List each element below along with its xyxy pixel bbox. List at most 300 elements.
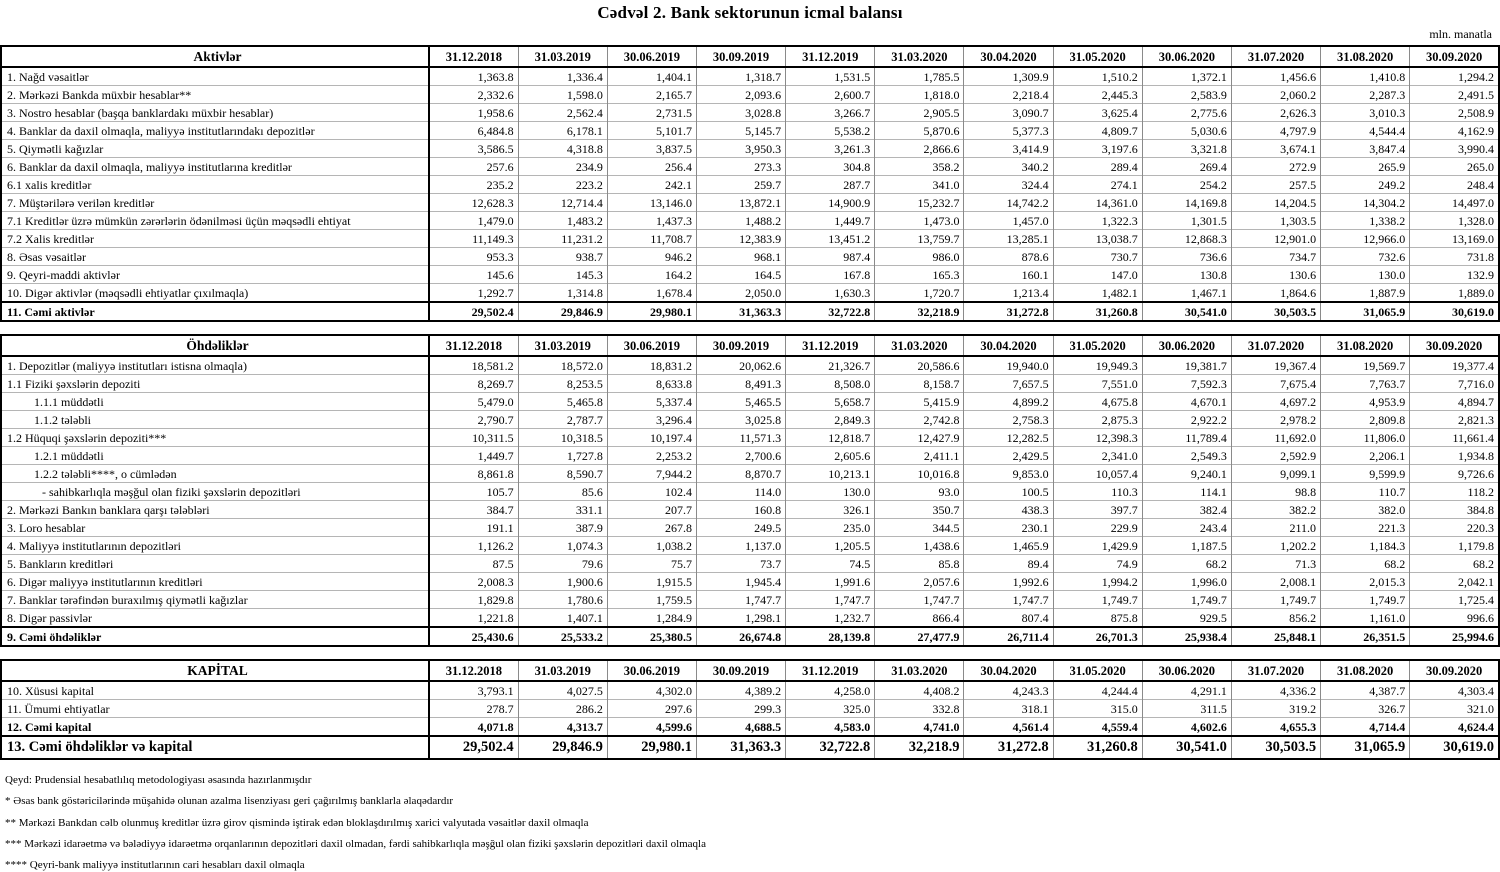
cell-value: 31,363.3 xyxy=(696,736,785,759)
cell-value: 1,179.8 xyxy=(1410,537,1499,555)
cell-value: 1,889.0 xyxy=(1410,284,1499,303)
cell-value: 382.0 xyxy=(1321,501,1410,519)
cell-value: 164.5 xyxy=(696,266,785,284)
row-label: 4. Banklar da daxil olmaqla, maliyyə institutlarındakı depozitlər xyxy=(1,122,429,140)
cell-value: 32,722.8 xyxy=(786,736,875,759)
row-label: 6. Digər maliyyə institutlarının kreditləri xyxy=(1,573,429,591)
column-header: 30.06.2020 xyxy=(1142,660,1231,681)
cell-value: 105.7 xyxy=(429,483,518,501)
cell-value: 7,657.5 xyxy=(964,375,1053,393)
cell-value: 1,510.2 xyxy=(1053,67,1142,86)
row-label: 7. Banklar tərəfindən buraxılmış qiymətli kağızlar xyxy=(1,591,429,609)
cell-value: 3,586.5 xyxy=(429,140,518,158)
cell-value: 326.7 xyxy=(1321,700,1410,718)
row-label: 9. Cəmi öhdəliklər xyxy=(1,627,429,646)
cell-value: 3,296.4 xyxy=(607,411,696,429)
column-header: 30.04.2020 xyxy=(964,660,1053,681)
column-header: 31.05.2020 xyxy=(1053,46,1142,67)
cell-value: 18,572.0 xyxy=(518,356,607,375)
cell-value: 2,549.3 xyxy=(1142,447,1231,465)
table-row xyxy=(1,212,1499,230)
cell-value: 274.1 xyxy=(1053,176,1142,194)
row-label: 8. Əsas vəsaitlər xyxy=(1,248,429,266)
cell-value: 74.5 xyxy=(786,555,875,573)
cell-value: 1,314.8 xyxy=(518,284,607,303)
table-row xyxy=(1,537,1499,555)
row-label: 13. Cəmi öhdəliklər və kapital xyxy=(1,736,429,759)
cell-value: 8,870.7 xyxy=(696,465,785,483)
cell-value: 145.3 xyxy=(518,266,607,284)
cell-value: 287.7 xyxy=(786,176,875,194)
cell-value: 130.0 xyxy=(786,483,875,501)
cell-value: 1,161.0 xyxy=(1321,609,1410,628)
capital-header-row xyxy=(1,660,1499,681)
cell-value: 1,363.8 xyxy=(429,67,518,86)
cell-value: 235.0 xyxy=(786,519,875,537)
cell-value: 1,915.5 xyxy=(607,573,696,591)
cell-value: 4,561.4 xyxy=(964,718,1053,737)
cell-value: 1,720.7 xyxy=(875,284,964,303)
cell-value: 3,025.8 xyxy=(696,411,785,429)
cell-value: 2,165.7 xyxy=(607,86,696,104)
cell-value: 26,701.3 xyxy=(1053,627,1142,646)
cell-value: 5,415.9 xyxy=(875,393,964,411)
cell-value: 220.3 xyxy=(1410,519,1499,537)
cell-value: 341.0 xyxy=(875,176,964,194)
cell-value: 384.7 xyxy=(429,501,518,519)
cell-value: 1,749.7 xyxy=(1142,591,1231,609)
cell-value: 2,905.5 xyxy=(875,104,964,122)
cell-value: 114.1 xyxy=(1142,483,1231,501)
cell-value: 1,747.7 xyxy=(875,591,964,609)
cell-value: 382.4 xyxy=(1142,501,1231,519)
cell-value: 7,592.3 xyxy=(1142,375,1231,393)
cell-value: 73.7 xyxy=(696,555,785,573)
cell-value: 1,991.6 xyxy=(786,573,875,591)
cell-value: 1,749.7 xyxy=(1321,591,1410,609)
column-header: 30.09.2020 xyxy=(1410,660,1499,681)
cell-value: 2,562.4 xyxy=(518,104,607,122)
cell-value: 12,383.9 xyxy=(696,230,785,248)
cell-value: 145.6 xyxy=(429,266,518,284)
cell-value: 2,626.3 xyxy=(1231,104,1320,122)
cell-value: 2,445.3 xyxy=(1053,86,1142,104)
cell-value: 3,674.1 xyxy=(1231,140,1320,158)
cell-value: 31,260.8 xyxy=(1053,736,1142,759)
cell-value: 9,240.1 xyxy=(1142,465,1231,483)
table-row xyxy=(1,501,1499,519)
column-header: 31.08.2020 xyxy=(1321,46,1410,67)
cell-value: 68.2 xyxy=(1142,555,1231,573)
cell-value: 114.0 xyxy=(696,483,785,501)
table-row xyxy=(1,519,1499,537)
cell-value: 331.1 xyxy=(518,501,607,519)
cell-value: 19,940.0 xyxy=(964,356,1053,375)
cell-value: 1,473.0 xyxy=(875,212,964,230)
cell-value: 1,996.0 xyxy=(1142,573,1231,591)
cell-value: 5,465.5 xyxy=(696,393,785,411)
cell-value: 11,692.0 xyxy=(1231,429,1320,447)
table-row xyxy=(1,573,1499,591)
row-label: 10. Xüsusi kapital xyxy=(1,681,429,700)
cell-value: 4,303.4 xyxy=(1410,681,1499,700)
footnote: *** Mərkəzi idarəetmə və bələdiyyə idarəetmə orqanlarının depozitləri daxil olmadan, fərdi sahibkarlıqla məşğul olan fiziki şəxslərin depozitləri daxil olmaqla xyxy=(5,837,706,850)
cell-value: 2,592.9 xyxy=(1231,447,1320,465)
cell-value: 8,491.3 xyxy=(696,375,785,393)
cell-value: 32,722.8 xyxy=(786,302,875,321)
cell-value: 7,551.0 xyxy=(1053,375,1142,393)
table-row xyxy=(1,627,1499,646)
row-label: 6. Banklar da daxil olmaqla, maliyyə institutlarına kreditlər xyxy=(1,158,429,176)
cell-value: 321.0 xyxy=(1410,700,1499,718)
cell-value: 325.0 xyxy=(786,700,875,718)
cell-value: 4,302.0 xyxy=(607,681,696,700)
row-label: 7.1 Kreditlər üzrə mümkün zərərlərin ödənilməsi üçün məqsədli ehtiyat xyxy=(1,212,429,230)
cell-value: 257.6 xyxy=(429,158,518,176)
cell-value: 286.2 xyxy=(518,700,607,718)
cell-value: 2,206.1 xyxy=(1321,447,1410,465)
cell-value: 4,583.0 xyxy=(786,718,875,737)
row-label: 1. Depozitlər (maliyyə institutları istisna olmaqla) xyxy=(1,356,429,375)
cell-value: 13,451.2 xyxy=(786,230,875,248)
cell-value: 20,586.6 xyxy=(875,356,964,375)
cell-value: 1,531.5 xyxy=(786,67,875,86)
column-header: 30.09.2019 xyxy=(696,46,785,67)
cell-value: 319.2 xyxy=(1231,700,1320,718)
cell-value: 299.3 xyxy=(696,700,785,718)
table-row xyxy=(1,718,1499,737)
cell-value: 1,372.1 xyxy=(1142,67,1231,86)
cell-value: 4,318.8 xyxy=(518,140,607,158)
cell-value: 4,675.8 xyxy=(1053,393,1142,411)
cell-value: 4,797.9 xyxy=(1231,122,1320,140)
cell-value: 2,491.5 xyxy=(1410,86,1499,104)
cell-value: 4,953.9 xyxy=(1321,393,1410,411)
cell-value: 32,218.9 xyxy=(875,302,964,321)
cell-value: 8,508.0 xyxy=(786,375,875,393)
column-header: 30.04.2020 xyxy=(964,46,1053,67)
cell-value: 68.2 xyxy=(1321,555,1410,573)
cell-value: 1,727.8 xyxy=(518,447,607,465)
row-label: 7.2 Xalis kreditlər xyxy=(1,230,429,248)
assets-table xyxy=(0,45,1500,322)
cell-value: 1,934.8 xyxy=(1410,447,1499,465)
cell-value: 10,318.5 xyxy=(518,429,607,447)
cell-value: 249.5 xyxy=(696,519,785,537)
cell-value: 1,785.5 xyxy=(875,67,964,86)
cell-value: 10,311.5 xyxy=(429,429,518,447)
cell-value: 1,284.9 xyxy=(607,609,696,628)
cell-value: 13,285.1 xyxy=(964,230,1053,248)
cell-value: 29,980.1 xyxy=(607,736,696,759)
table-row xyxy=(1,302,1499,321)
cell-value: 7,763.7 xyxy=(1321,375,1410,393)
cell-value: 14,900.9 xyxy=(786,194,875,212)
cell-value: 1,232.7 xyxy=(786,609,875,628)
cell-value: 807.4 xyxy=(964,609,1053,628)
cell-value: 4,599.6 xyxy=(607,718,696,737)
cell-value: 130.6 xyxy=(1231,266,1320,284)
cell-value: 4,244.4 xyxy=(1053,681,1142,700)
cell-value: 1,780.6 xyxy=(518,591,607,609)
cell-value: 6,484.8 xyxy=(429,122,518,140)
cell-value: 25,380.5 xyxy=(607,627,696,646)
cell-value: 1,482.1 xyxy=(1053,284,1142,303)
cell-value: 8,861.8 xyxy=(429,465,518,483)
cell-value: 1,465.9 xyxy=(964,537,1053,555)
table-row xyxy=(1,411,1499,429)
cell-value: 2,508.9 xyxy=(1410,104,1499,122)
cell-value: 2,605.6 xyxy=(786,447,875,465)
cell-value: 1,298.1 xyxy=(696,609,785,628)
cell-value: 12,901.0 xyxy=(1231,230,1320,248)
cell-value: 1,994.2 xyxy=(1053,573,1142,591)
cell-value: 9,099.1 xyxy=(1231,465,1320,483)
cell-value: 25,938.4 xyxy=(1142,627,1231,646)
cell-value: 4,071.8 xyxy=(429,718,518,737)
footnote: **** Qeyri-bank maliyyə institutlarının cari hesabları daxil olmaqla xyxy=(5,859,305,872)
cell-value: 3,028.8 xyxy=(696,104,785,122)
cell-value: 946.2 xyxy=(607,248,696,266)
cell-value: 14,204.5 xyxy=(1231,194,1320,212)
cell-value: 8,633.8 xyxy=(607,375,696,393)
cell-value: 7,716.0 xyxy=(1410,375,1499,393)
cell-value: 1,747.7 xyxy=(696,591,785,609)
cell-value: 11,149.3 xyxy=(429,230,518,248)
cell-value: 3,847.4 xyxy=(1321,140,1410,158)
cell-value: 987.4 xyxy=(786,248,875,266)
cell-value: 1,126.2 xyxy=(429,537,518,555)
cell-value: 13,759.7 xyxy=(875,230,964,248)
cell-value: 1,483.2 xyxy=(518,212,607,230)
row-label: 3. Nostro hesablar (başqa banklardakı müxbir hesablar) xyxy=(1,104,429,122)
table-row xyxy=(1,447,1499,465)
row-label: 1.1 Fiziki şəxslərin depoziti xyxy=(1,375,429,393)
cell-value: 304.8 xyxy=(786,158,875,176)
cell-value: 13,872.1 xyxy=(696,194,785,212)
cell-value: 7,675.4 xyxy=(1231,375,1320,393)
cell-value: 1,759.5 xyxy=(607,591,696,609)
cell-value: 1,598.0 xyxy=(518,86,607,104)
cell-value: 98.8 xyxy=(1231,483,1320,501)
cell-value: 1,467.1 xyxy=(1142,284,1231,303)
cell-value: 4,291.1 xyxy=(1142,681,1231,700)
cell-value: 1,322.3 xyxy=(1053,212,1142,230)
cell-value: 257.5 xyxy=(1231,176,1320,194)
cell-value: 5,377.3 xyxy=(964,122,1053,140)
cell-value: 11,571.3 xyxy=(696,429,785,447)
unit-label: mln. manatla xyxy=(1429,27,1492,41)
cell-value: 2,849.3 xyxy=(786,411,875,429)
cell-value: 30,619.0 xyxy=(1410,736,1499,759)
cell-value: 254.2 xyxy=(1142,176,1231,194)
cell-value: 384.8 xyxy=(1410,501,1499,519)
cell-value: 5,465.8 xyxy=(518,393,607,411)
cell-value: 387.9 xyxy=(518,519,607,537)
cell-value: 1,074.3 xyxy=(518,537,607,555)
column-header: 31.12.2019 xyxy=(786,46,875,67)
cell-value: 1,328.0 xyxy=(1410,212,1499,230)
cell-value: 2,866.6 xyxy=(875,140,964,158)
table-row xyxy=(1,681,1499,700)
cell-value: 1,749.7 xyxy=(1231,591,1320,609)
cell-value: 878.6 xyxy=(964,248,1053,266)
cell-value: 31,065.9 xyxy=(1321,736,1410,759)
cell-value: 1,438.6 xyxy=(875,537,964,555)
cell-value: 10,057.4 xyxy=(1053,465,1142,483)
row-label: 8. Digər passivlər xyxy=(1,609,429,628)
cell-value: 13,038.7 xyxy=(1053,230,1142,248)
cell-value: 4,809.7 xyxy=(1053,122,1142,140)
cell-value: 1,747.7 xyxy=(964,591,1053,609)
cell-value: 30,503.5 xyxy=(1231,302,1320,321)
cell-value: 30,541.0 xyxy=(1142,302,1231,321)
cell-value: 1,338.2 xyxy=(1321,212,1410,230)
column-header: 31.08.2020 xyxy=(1321,335,1410,356)
column-header: 31.12.2019 xyxy=(786,660,875,681)
table-row xyxy=(1,356,1499,375)
cell-value: 11,708.7 xyxy=(607,230,696,248)
cell-value: 2,008.1 xyxy=(1231,573,1320,591)
table-row xyxy=(1,591,1499,609)
cell-value: 19,381.7 xyxy=(1142,356,1231,375)
cell-value: 11,806.0 xyxy=(1321,429,1410,447)
cell-value: 1,900.6 xyxy=(518,573,607,591)
cell-value: 21,326.7 xyxy=(786,356,875,375)
cell-value: 191.1 xyxy=(429,519,518,537)
cell-value: 856.2 xyxy=(1231,609,1320,628)
row-label: 11. Ümumi ehtiyatlar xyxy=(1,700,429,718)
cell-value: 4,389.2 xyxy=(696,681,785,700)
cell-value: 2,922.2 xyxy=(1142,411,1231,429)
cell-value: 223.2 xyxy=(518,176,607,194)
cell-value: 4,243.3 xyxy=(964,681,1053,700)
cell-value: 235.2 xyxy=(429,176,518,194)
cell-value: 4,894.7 xyxy=(1410,393,1499,411)
cell-value: 3,266.7 xyxy=(786,104,875,122)
cell-value: 2,253.2 xyxy=(607,447,696,465)
cell-value: 3,321.8 xyxy=(1142,140,1231,158)
cell-value: 3,010.3 xyxy=(1321,104,1410,122)
column-header: 31.03.2020 xyxy=(875,660,964,681)
cell-value: 2,429.5 xyxy=(964,447,1053,465)
cell-value: 25,994.6 xyxy=(1410,627,1499,646)
cell-value: 4,741.0 xyxy=(875,718,964,737)
cell-value: 2,787.7 xyxy=(518,411,607,429)
cell-value: 1,630.3 xyxy=(786,284,875,303)
cell-value: 5,145.7 xyxy=(696,122,785,140)
cell-value: 160.8 xyxy=(696,501,785,519)
cell-value: 30,541.0 xyxy=(1142,736,1231,759)
cell-value: 732.6 xyxy=(1321,248,1410,266)
cell-value: 1,336.4 xyxy=(518,67,607,86)
cell-value: 929.5 xyxy=(1142,609,1231,628)
cell-value: 2,050.0 xyxy=(696,284,785,303)
column-header: 30.06.2020 xyxy=(1142,46,1231,67)
table-row xyxy=(1,86,1499,104)
cell-value: 1,137.0 xyxy=(696,537,785,555)
cell-value: 2,008.3 xyxy=(429,573,518,591)
table-row xyxy=(1,176,1499,194)
column-header: 30.09.2020 xyxy=(1410,335,1499,356)
cell-value: 29,502.4 xyxy=(429,302,518,321)
cell-value: 265.9 xyxy=(1321,158,1410,176)
cell-value: 5,030.6 xyxy=(1142,122,1231,140)
row-label: 4. Maliyyə institutlarının depozitləri xyxy=(1,537,429,555)
cell-value: 3,990.4 xyxy=(1410,140,1499,158)
cell-value: 2,057.6 xyxy=(875,573,964,591)
cell-value: 12,398.3 xyxy=(1053,429,1142,447)
row-label: 9. Qeyri-maddi aktivlər xyxy=(1,266,429,284)
cell-value: 382.2 xyxy=(1231,501,1320,519)
cell-value: 4,899.2 xyxy=(964,393,1053,411)
cell-value: 265.0 xyxy=(1410,158,1499,176)
cell-value: 2,287.3 xyxy=(1321,86,1410,104)
cell-value: 2,583.9 xyxy=(1142,86,1231,104)
cell-value: 221.3 xyxy=(1321,519,1410,537)
cell-value: 1,309.9 xyxy=(964,67,1053,86)
cell-value: 29,502.4 xyxy=(429,736,518,759)
cell-value: 318.1 xyxy=(964,700,1053,718)
cell-value: 1,429.9 xyxy=(1053,537,1142,555)
row-label: 5. Qiymətli kağızlar xyxy=(1,140,429,158)
cell-value: 1,184.3 xyxy=(1321,537,1410,555)
column-header: 30.06.2020 xyxy=(1142,335,1231,356)
cell-value: 2,218.4 xyxy=(964,86,1053,104)
table-row xyxy=(1,230,1499,248)
cell-value: 730.7 xyxy=(1053,248,1142,266)
cell-value: 164.2 xyxy=(607,266,696,284)
cell-value: 736.6 xyxy=(1142,248,1231,266)
row-label: 3. Loro hesablar xyxy=(1,519,429,537)
cell-value: 4,336.2 xyxy=(1231,681,1320,700)
cell-value: 13,169.0 xyxy=(1410,230,1499,248)
column-header: 30.09.2020 xyxy=(1410,46,1499,67)
cell-value: 297.6 xyxy=(607,700,696,718)
cell-value: 2,341.0 xyxy=(1053,447,1142,465)
cell-value: 1,301.5 xyxy=(1142,212,1231,230)
cell-value: 25,533.2 xyxy=(518,627,607,646)
cell-value: 4,655.3 xyxy=(1231,718,1320,737)
cell-value: 242.1 xyxy=(607,176,696,194)
column-header: 30.06.2019 xyxy=(607,335,696,356)
section-header-assets: Aktivlər xyxy=(1,46,429,67)
column-header: 30.09.2019 xyxy=(696,660,785,681)
cell-value: 938.7 xyxy=(518,248,607,266)
cell-value: 4,624.4 xyxy=(1410,718,1499,737)
cell-value: 5,101.7 xyxy=(607,122,696,140)
cell-value: 1,818.0 xyxy=(875,86,964,104)
cell-value: 249.2 xyxy=(1321,176,1410,194)
table-row xyxy=(1,248,1499,266)
cell-value: 1,457.0 xyxy=(964,212,1053,230)
cell-value: 10,197.4 xyxy=(607,429,696,447)
cell-value: 211.0 xyxy=(1231,519,1320,537)
cell-value: 20,062.6 xyxy=(696,356,785,375)
cell-value: 326.1 xyxy=(786,501,875,519)
cell-value: 102.4 xyxy=(607,483,696,501)
cell-value: 1,437.3 xyxy=(607,212,696,230)
cell-value: 31,260.8 xyxy=(1053,302,1142,321)
cell-value: 734.7 xyxy=(1231,248,1320,266)
cell-value: 12,818.7 xyxy=(786,429,875,447)
cell-value: 1,725.4 xyxy=(1410,591,1499,609)
row-label: 6.1 xalis kreditlər xyxy=(1,176,429,194)
cell-value: 1,887.9 xyxy=(1321,284,1410,303)
cell-value: 9,599.9 xyxy=(1321,465,1410,483)
row-label: 2. Mərkəzi Bankın banklara qarşı tələbləri xyxy=(1,501,429,519)
table-row xyxy=(1,122,1499,140)
